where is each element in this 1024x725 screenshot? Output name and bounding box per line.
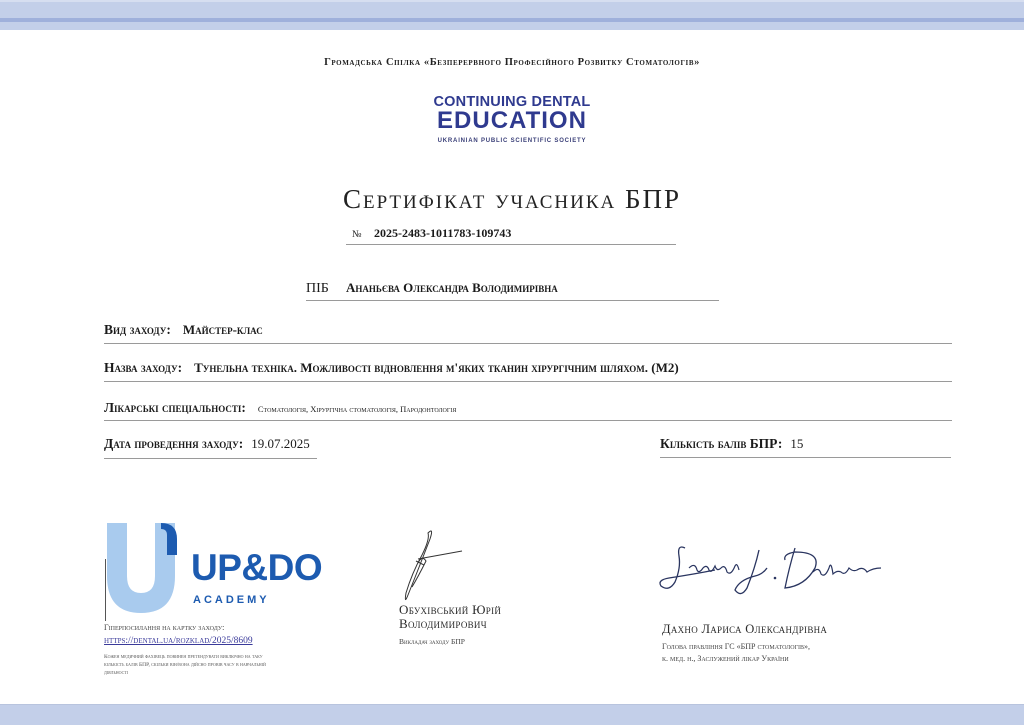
number-symbol: №: [352, 229, 362, 240]
specialties-value: Стоматологія, Хірургічна стоматологія, Пародонтологія: [257, 404, 457, 414]
lecturer-name-line1: Обухівський Юрій: [399, 602, 502, 617]
points-value: 15: [790, 436, 804, 451]
event-name-value: Тунельна техніка. Можливості відновлення м'яких тканин хірургічним шляхом. (M2): [194, 360, 679, 375]
participant-name: Ананьєва Олександра Володимирівна: [346, 280, 558, 295]
event-date-row: [104, 436, 317, 459]
head-role-line1: Голова правління ГС «БПР стоматологів»,: [662, 642, 810, 651]
event-date-value: 19.07.2025: [251, 436, 310, 451]
lecturer-block: [399, 603, 579, 646]
event-date-label: Дата проведення заходу:: [104, 436, 244, 451]
lecturer-role: Викладач заходу БПР: [399, 637, 465, 646]
head-role-line2: к. мед. н., Заслужений лікар України: [662, 654, 789, 663]
event-link[interactable]: https://dental.ua/rozklad/2025/8609: [104, 636, 253, 646]
event-name-label: Назва заходу:: [104, 360, 183, 375]
head-name: Дахно Лариса Олександрівна: [662, 622, 828, 636]
event-type-label: Вид заходу:: [104, 322, 171, 337]
points-label: Кількість балів БПР:: [660, 436, 783, 451]
participant-label: ПІБ: [306, 281, 329, 296]
cde-logo-line2: EDUCATION: [437, 107, 587, 134]
event-link-block: [104, 623, 284, 677]
event-link-label: Гіперпосилання на картку заходу:: [104, 623, 225, 632]
lecturer-name-line2: Володимирович: [399, 616, 487, 631]
specialties-label: Лікарські спеціальності:: [104, 400, 246, 415]
specialties-row: [104, 400, 952, 421]
event-type-value: Майстер-клас: [182, 322, 263, 337]
certificate-title: Сертифікат учасника БПР: [342, 184, 681, 214]
event-name-row: [104, 360, 952, 382]
divider-line: [105, 559, 106, 621]
bottom-decorative-band: [0, 704, 1024, 725]
disclaimer-note: Кожен медичний фахівець повинен претендувати виключно на таку кількість балів БПР, скільки він/вона дійсно провів часу в навчальній діяльності: [104, 654, 266, 676]
cde-logo: [424, 95, 600, 144]
top-decorative-band: [0, 0, 1024, 30]
certificate-number: [346, 226, 676, 245]
band-stripe: [0, 18, 1024, 22]
cde-logo-line1: CONTINUING DENTAL: [433, 94, 591, 110]
cde-logo-line3: UKRAINIAN PUBLIC SCIENTIFIC SOCIETY: [437, 138, 587, 144]
event-type-row: [104, 322, 952, 344]
certificate-number-value: 2025-2483-1011783-109743: [374, 226, 512, 240]
participant-name-row: [306, 280, 719, 301]
points-row: [660, 436, 951, 458]
organization-name: Громадська Спілка «Безперервного Професійного Розвитку Стоматологів»: [324, 57, 700, 68]
head-block: [662, 622, 922, 665]
updo-u-icon: [105, 521, 185, 616]
updo-brand: UP&DO: [191, 547, 323, 588]
head-signature-icon: [655, 538, 885, 603]
updo-academy-logo: [105, 521, 335, 616]
lecturer-signature-icon: [390, 525, 480, 610]
updo-academy-text: ACADEMY: [193, 594, 270, 606]
band-highlight: [0, 0, 1024, 2]
